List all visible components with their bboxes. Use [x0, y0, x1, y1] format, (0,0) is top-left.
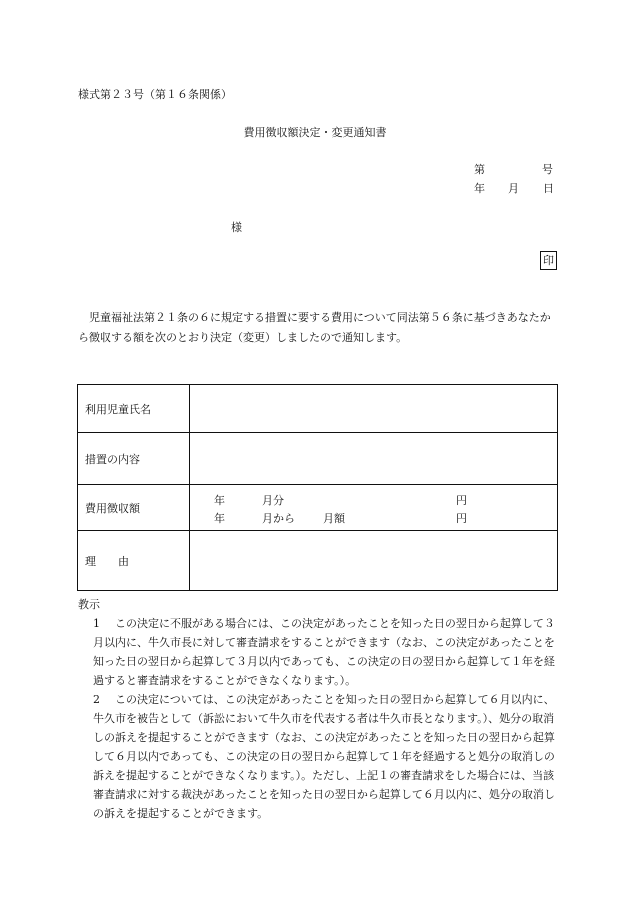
notice-text: この決定については、この決定があったことを知った日の翌日から起算して６月以内に、牛久市を被告として（訴訟において牛久市を代表する者は牛久市長となります。）、処分の取消しの訴えを提起することができます（なお、この決定があったことを知った日の翌日から起算して６月以内であっても、この決定の日の翌日から起算して１年を経過すると処分の取消しの訴えを提起することができなくなります。）。ただし、上記１の審査請求をした場合には、当該審査請求に対する裁決があったことを知った日の翌日から起算して６月以内に、処分の取消しの訴えを提起することができます。 [93, 693, 555, 820]
fee-line-from [190, 508, 557, 526]
child-name-label: 利用児童氏名 [78, 385, 190, 433]
table-row [78, 385, 558, 433]
fee-line2-yen: 円 [456, 511, 467, 525]
fee-table [77, 384, 558, 591]
notice-item-1 [93, 614, 558, 690]
fee-line2-month: 月から [262, 511, 295, 525]
fee-line-monthly [190, 490, 557, 508]
notice-text: この決定に不服がある場合には、この決定があったことを知った日の翌日から起算して３月以内に、牛久市長に対して審査請求をすることができます（なお、この決定があったことを知った日の翌日から起算して３月以内であっても、この決定の日の翌日から起算して１年を経過すると審査請求をすることができなくなります。）。 [93, 617, 555, 687]
table-row [78, 433, 558, 485]
notice-number: 1 [93, 617, 100, 630]
table-row [78, 531, 558, 591]
form-number: 様式第２３号（第１６条関係） [78, 88, 232, 101]
child-name-cell [190, 385, 558, 433]
fee-amount-cell [190, 485, 558, 531]
issue-date-day: 日 [543, 182, 554, 195]
table-row [78, 485, 558, 531]
notice-list [93, 614, 558, 823]
document-title: 費用徴収額決定・変更通知書 [243, 126, 387, 139]
fee-line1-month: 月分 [262, 493, 284, 507]
reason-cell [190, 531, 558, 591]
fee-line1-year: 年 [214, 493, 225, 507]
notice-label: 教示 [78, 598, 100, 611]
issue-number-suffix: 号 [542, 163, 553, 176]
measure-content-cell [190, 433, 558, 485]
fee-line1-yen: 円 [456, 493, 467, 507]
fee-line2-year: 年 [214, 511, 225, 525]
fee-line2-monthly: 月額 [323, 511, 345, 525]
recipient-honorific: 様 [231, 221, 242, 234]
notice-item-2 [93, 690, 558, 823]
measure-content-label: 措置の内容 [78, 433, 190, 485]
intro-paragraph: 児童福祉法第２１条の６に規定する措置に要する費用について同法第５６条に基づきあなたから徴収する額を次のとおり決定（変更）しましたので通知します。 [78, 311, 551, 344]
fee-amount-label: 費用徴収額 [78, 485, 190, 531]
issue-number-prefix: 第 [474, 163, 485, 176]
notice-number: 2 [93, 693, 100, 706]
issue-date-year: 年 [474, 182, 485, 195]
reason-label: 理 由 [78, 531, 190, 591]
seal-mark: 印 [540, 251, 557, 270]
issue-date-month: 月 [508, 182, 519, 195]
